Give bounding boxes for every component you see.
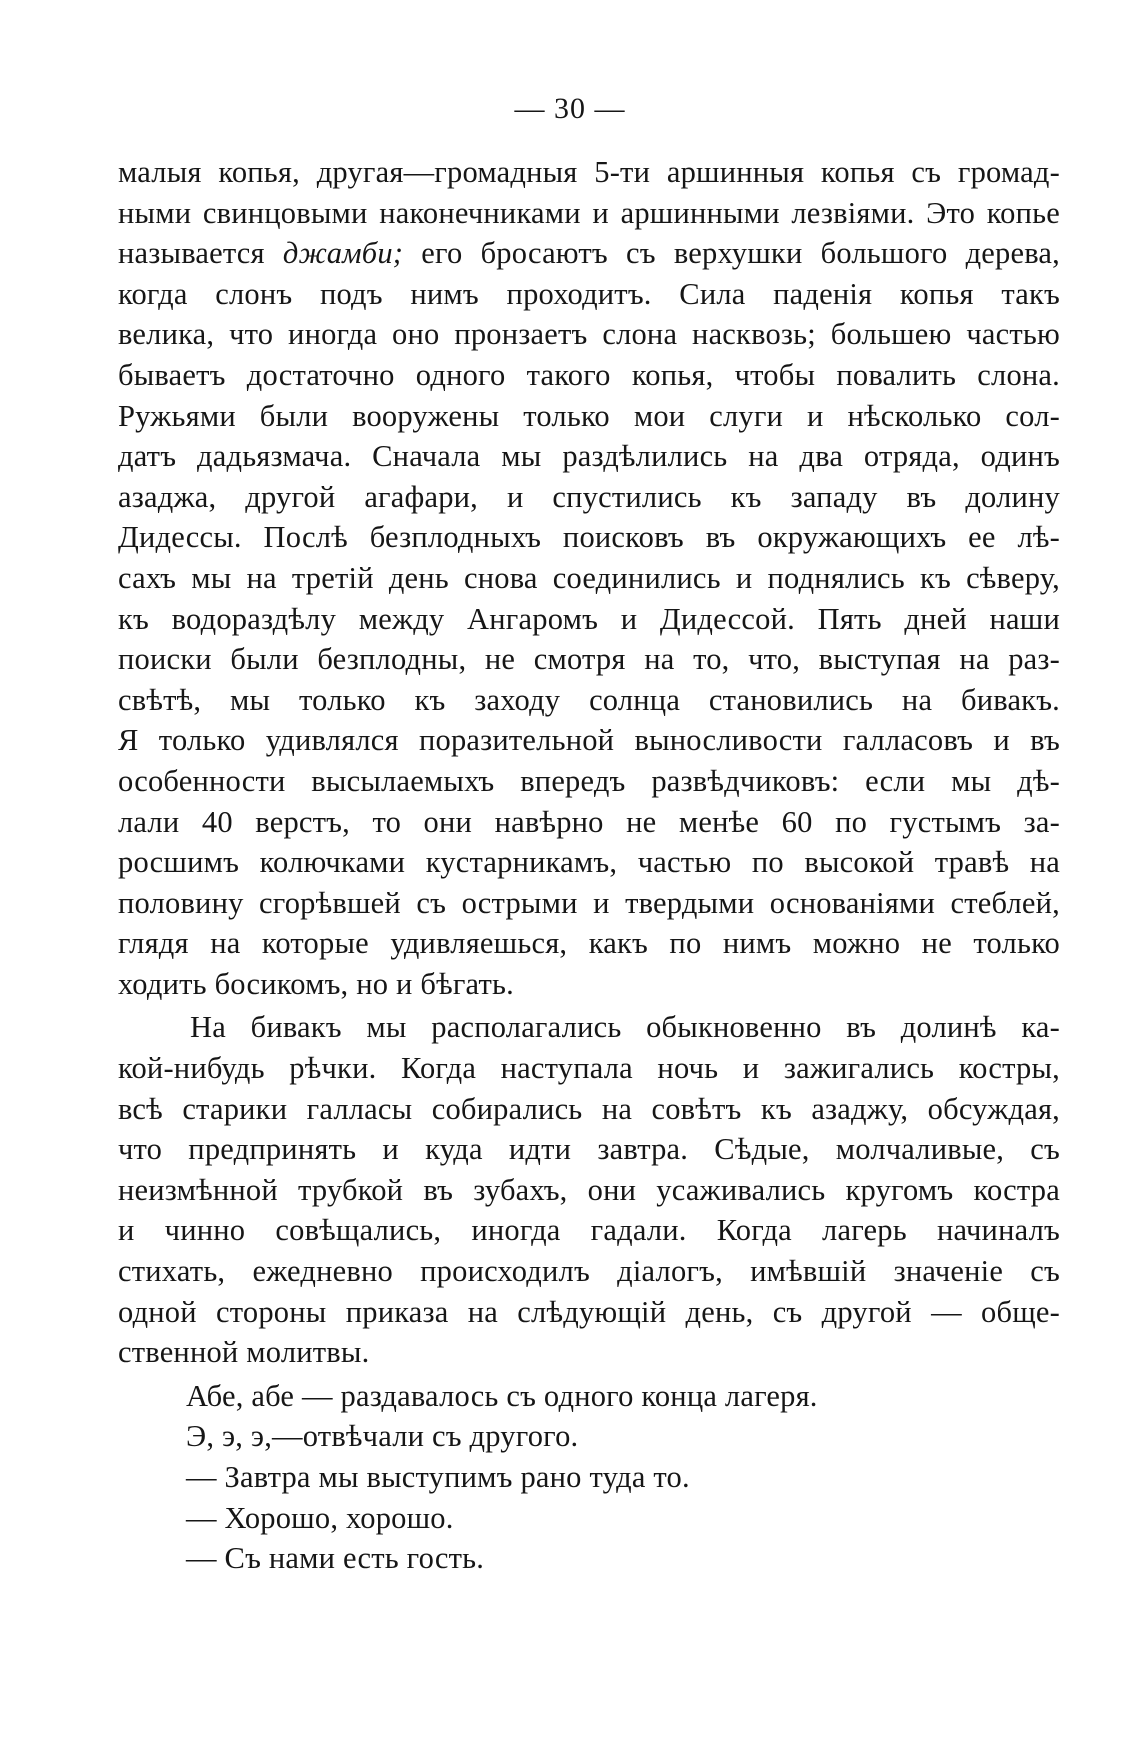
text-line: ными свинцовыми наконечниками и аршинными лезвіями. Это копье xyxy=(118,195,1060,230)
text-run: называется xyxy=(118,236,283,271)
text-line: велика, что иногда оно пронзаетъ слона насквозь; большею частью xyxy=(118,317,1060,352)
text-line: и чинно совѣщались, иногда гадали. Когда лагерь начиналъ xyxy=(118,1213,1060,1248)
text-line: когда слонъ подъ нимъ проходитъ. Сила паденія копья такъ xyxy=(118,276,1060,311)
text-line: Ружьями были вооружены только мои слуги и нѣсколько сол- xyxy=(118,398,1060,433)
dialog-block xyxy=(118,1376,1060,1579)
dialog-line: Э, э, э,—отвѣчали съ другого. xyxy=(186,1419,579,1454)
text-line: особенности высылаемыхъ впередъ развѣдчиковъ: если мы дѣ- xyxy=(118,763,1060,798)
italic-term-jambi: джамби; xyxy=(282,236,404,271)
text-line: кой-нибудь рѣчки. Когда наступала ночь и зажигались костры, xyxy=(118,1051,1060,1086)
text-line: росшимъ колючками кустарникамъ, частью по высокой травѣ на xyxy=(118,845,1060,880)
body-text xyxy=(118,152,1060,1579)
text-line: лали 40 верстъ, то они навѣрно не менѣе 60 по густымъ за- xyxy=(118,804,1060,839)
text-line: датъ дадьязмача. Сначала мы раздѣлились на два отряда, одинъ xyxy=(118,439,1060,474)
paragraph-2 xyxy=(118,1007,1060,1372)
text-run: его бросаютъ съ верхушки большого дерева, xyxy=(403,236,1060,271)
text-line: азаджа, другой агафари, и спустились къ западу въ долину xyxy=(118,479,1060,514)
text-line: глядя на которые удивляешься, какъ по нимъ можно не только xyxy=(118,926,1060,961)
text-line: ходить босикомъ, но и бѣгать. xyxy=(118,966,514,1001)
text-line: ственной молитвы. xyxy=(118,1335,370,1370)
text-line: къ водораздѣлу между Ангаромъ и Дидессой. Пять дней наши xyxy=(118,601,1060,636)
text-line: одной стороны приказа на слѣдующій день, съ другой — обще- xyxy=(118,1294,1060,1329)
dialog-line: — Хорошо, хорошо. xyxy=(186,1500,454,1535)
text-line xyxy=(118,233,1060,274)
dialog-line: — Съ нами есть гость. xyxy=(186,1541,485,1576)
dialog-line: — Завтра мы выступимъ рано туда то. xyxy=(186,1460,690,1494)
text-line: поиски были безплодны, не смотря на то, что, выступая на раз- xyxy=(118,642,1060,677)
text-line: бываетъ достаточно одного такого копья, чтобы повалить слона. xyxy=(118,357,1060,392)
text-line: На бивакъ мы располагались обыкновенно въ долинѣ ка- xyxy=(190,1010,1060,1045)
text-line: половину сгорѣвшей съ острыми и твердыми основаніями стеблей, xyxy=(118,885,1060,920)
text-line: стихать, ежедневно происходилъ діалогъ, имѣвшій значеніе съ xyxy=(118,1254,1060,1289)
page-number: — 30 — xyxy=(514,92,626,125)
text-line: малыя копья, другая—громадныя 5-ти аршинныя копья съ громад- xyxy=(118,155,1060,189)
text-line: сахъ мы на третій день снова соединились и поднялись къ сѣверу, xyxy=(118,560,1060,595)
text-line: Дидессы. Послѣ безплодныхъ поисковъ въ окружающихъ ее лѣ- xyxy=(118,520,1060,555)
paragraph-1 xyxy=(118,152,1060,1004)
dialog-line: Абе, абе — раздавалось съ одного конца лагеря. xyxy=(186,1378,818,1413)
text-line: неизмѣнной трубкой въ зубахъ, они усаживались кругомъ костра xyxy=(118,1172,1060,1207)
text-line: Я только удивлялся поразительной выносливости галласовъ и въ xyxy=(118,723,1060,758)
text-line: свѣтѣ, мы только къ заходу солнца становились на бивакъ. xyxy=(118,682,1060,717)
text-line: всѣ старики галласы собирались на совѣтъ къ азаджу, обсуждая, xyxy=(118,1091,1060,1126)
text-line: что предпринять и куда идти завтра. Сѣдые, молчаливые, съ xyxy=(118,1132,1060,1167)
